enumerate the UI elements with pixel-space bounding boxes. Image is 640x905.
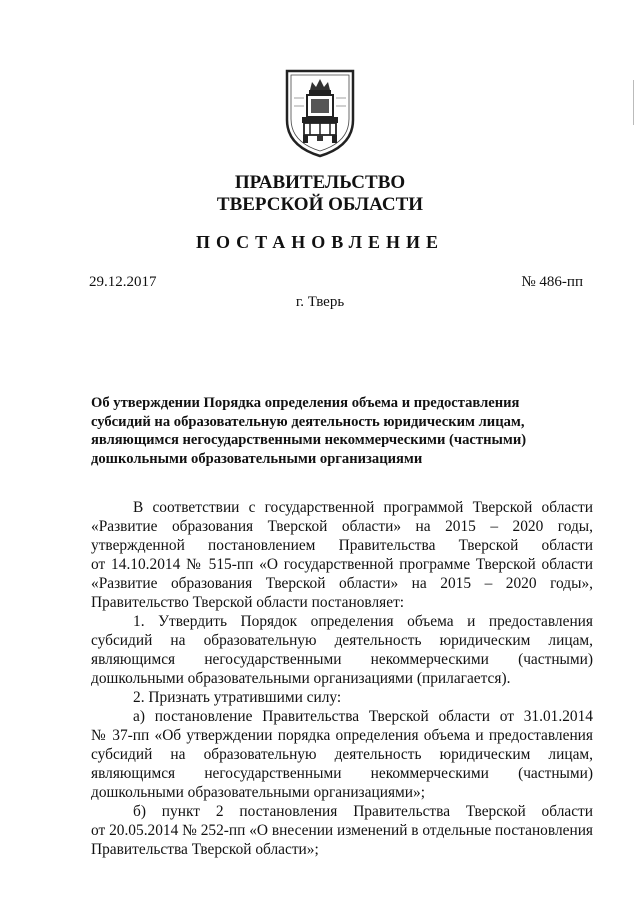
document-subject [91, 394, 556, 468]
body-line: являющимся негосударственными некоммерческими (частными) [91, 765, 593, 782]
body-line: «Развитие образования Тверской области» на 2015 – 2020 годы», [91, 575, 593, 592]
body-line: 1. Утвердить Порядок определения объема и предоставления [133, 613, 593, 630]
margin-mark [633, 80, 634, 125]
document-city: г. Тверь [295, 294, 345, 310]
org-title-line2: ТВЕРСКОЙ ОБЛАСТИ [216, 194, 424, 215]
body-line: В соответствии с государственной программой Тверской области [133, 499, 593, 516]
body-line: от 20.05.2014 № 252-пп «О внесении изменений в отдельные постановления [91, 822, 594, 839]
document-type-title: ПОСТАНОВЛЕНИЕ [195, 232, 445, 252]
body-line: субсидий на образовательную деятельность юридическим лицам, [91, 632, 593, 649]
body-line: дошкольными образовательными организациями (прилагается). [91, 670, 511, 687]
document-date: 29.12.2017 [89, 274, 157, 290]
subject-line: дошкольными образовательными организациями [91, 450, 423, 467]
body-line: дошкольными образовательными организациями»; [91, 784, 425, 801]
body-line: Правительства Тверской области»; [91, 841, 319, 858]
body-line: субсидий на образовательную деятельность юридическим лицам, [91, 746, 593, 763]
org-title-line1: ПРАВИТЕЛЬСТВО [234, 172, 406, 193]
subject-line: являющимся негосударственными некоммерческими (частными) [91, 432, 527, 448]
body-line: от 14.10.2014 № 515-пп «О государственной программе Тверской области [91, 556, 593, 573]
coat-of-arms-emblem [284, 68, 356, 158]
document-number: № 486-пп [521, 274, 583, 290]
body-line: являющимся негосударственными некоммерческими (частными) [91, 651, 593, 668]
body-line: б) пункт 2 постановления Правительства Тверской области [133, 803, 593, 820]
body-line: Правительство Тверской области постановляет: [91, 594, 405, 611]
subject-line: Об утверждении Порядка определения объема и предоставления [91, 395, 520, 411]
subject-line: субсидий на образовательную деятельность юридическим лицам, [91, 413, 525, 430]
body-line: № 37-пп «Об утверждении порядка определения объема и предоставления [91, 727, 593, 744]
body-line: «Развитие образования Тверской области» на 2015 – 2020 годы, [91, 518, 593, 535]
body-line: 2. Признать утратившими силу: [133, 689, 342, 706]
body-line: утвержденной постановлением Правительства Тверской области [91, 537, 593, 554]
body-line: а) постановление Правительства Тверской области от 31.01.2014 [133, 708, 593, 725]
